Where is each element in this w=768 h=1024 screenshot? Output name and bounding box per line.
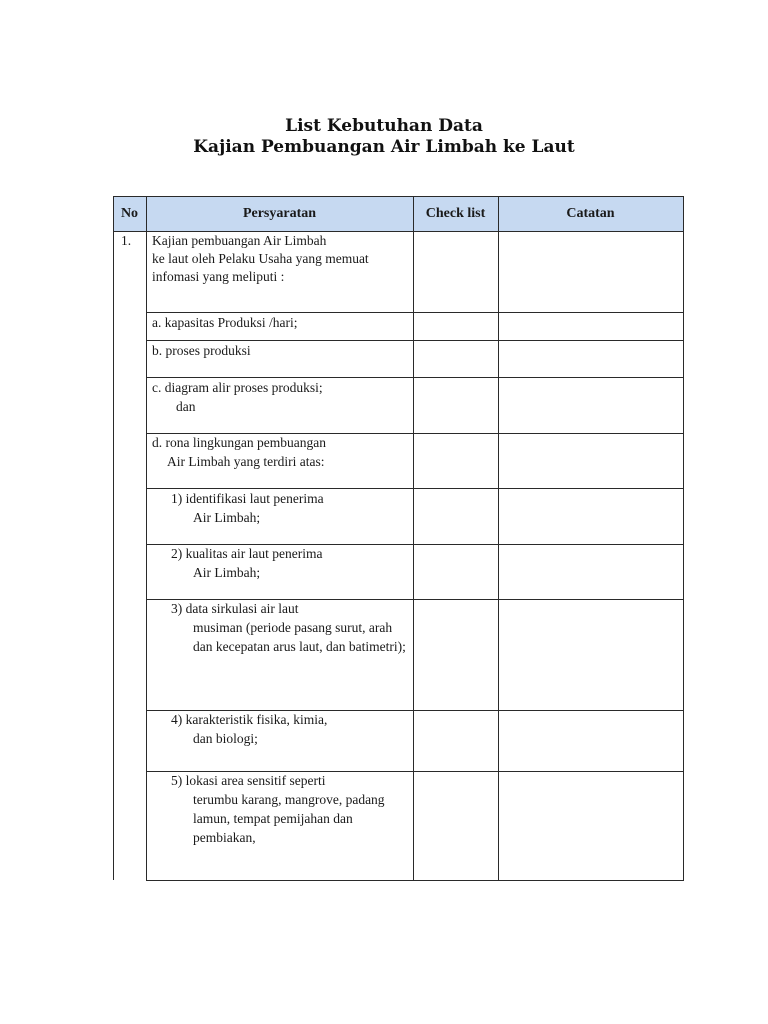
table-bottom-line bbox=[146, 880, 684, 881]
item-d5-line-4: pembiakan, bbox=[193, 830, 256, 845]
header-persyaratan: Persyaratan bbox=[146, 196, 413, 231]
item-d-line-1: d. rona lingkungan pembuangan bbox=[152, 435, 326, 450]
document-title: List Kebutuhan Data bbox=[285, 116, 483, 136]
header-no: No bbox=[113, 196, 146, 231]
item-d2-line-2: Air Limbah; bbox=[193, 565, 261, 580]
header-catatan: Catatan bbox=[498, 196, 683, 231]
item-d-line-2: Air Limbah yang terdiri atas: bbox=[167, 454, 325, 469]
item-d2-line-1: 2) kualitas air laut penerima bbox=[171, 546, 323, 561]
row-number: 1. bbox=[121, 233, 132, 248]
item-c-line-1: c. diagram alir proses produksi; bbox=[152, 380, 323, 395]
intro-line-3: infomasi yang meliputi : bbox=[152, 269, 285, 284]
header-check-list: Check list bbox=[413, 196, 498, 231]
item-d3-line-2: musiman (periode pasang surut, arah bbox=[193, 620, 393, 635]
item-d1-line-1: 1) identifikasi laut penerima bbox=[171, 491, 324, 506]
item-d3-line-3: dan kecepatan arus laut, dan batimetri); bbox=[193, 639, 406, 654]
item-d5-line-2: terumbu karang, mangrove, padang bbox=[193, 792, 385, 807]
item-d1-line-2: Air Limbah; bbox=[193, 510, 261, 525]
table-border-right bbox=[683, 196, 684, 881]
item-d4-line-1: 4) karakteristik fisika, kimia, bbox=[171, 712, 328, 727]
document-subtitle: Kajian Pembuangan Air Limbah ke Laut bbox=[193, 137, 575, 157]
item-d4-line-2: dan biologi; bbox=[193, 731, 258, 746]
item-a: a. kapasitas Produksi /hari; bbox=[152, 315, 298, 330]
item-d3-line-1: 3) data sirkulasi air laut bbox=[171, 601, 299, 616]
item-d5-line-1: 5) lokasi area sensitif seperti bbox=[171, 773, 326, 788]
intro-line-1: Kajian pembuangan Air Limbah bbox=[152, 233, 327, 248]
table-col-divider-2 bbox=[413, 196, 414, 881]
table-border-left bbox=[113, 196, 114, 880]
table-col-divider-3 bbox=[498, 196, 499, 881]
item-b: b. proses produksi bbox=[152, 343, 251, 358]
table-col-divider-1 bbox=[146, 196, 147, 881]
table-border-top bbox=[113, 196, 684, 197]
item-d5-line-3: lamun, tempat pemijahan dan bbox=[193, 811, 353, 826]
intro-line-2: ke laut oleh Pelaku Usaha yang memuat bbox=[152, 251, 369, 266]
item-c-line-2: dan bbox=[176, 399, 196, 414]
